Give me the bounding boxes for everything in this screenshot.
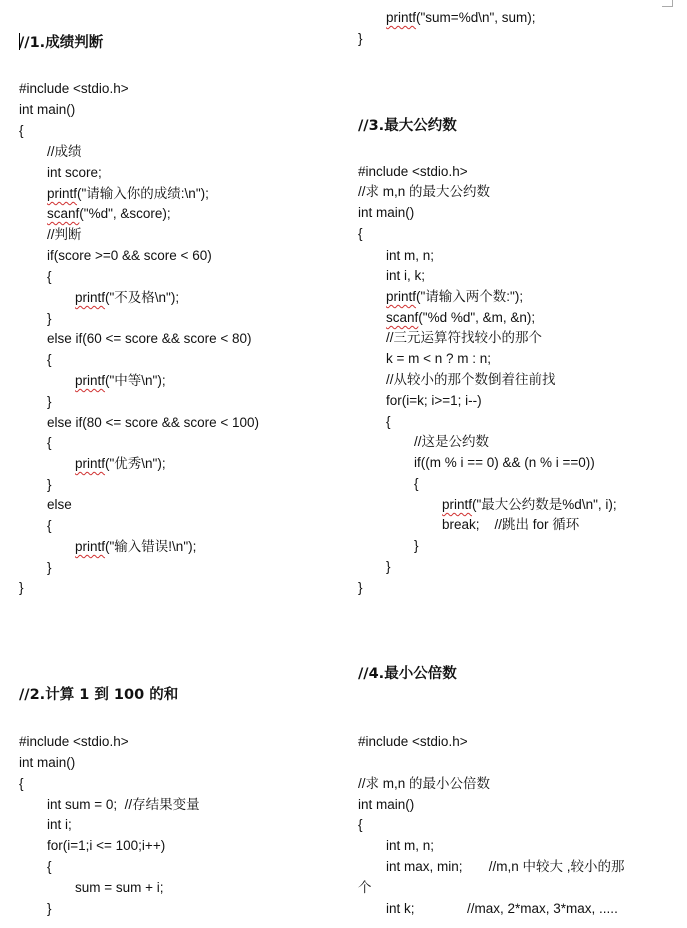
- code-line: int m, n;: [386, 838, 435, 853]
- code-line: {: [386, 414, 391, 429]
- code-line: int max, min; //m,n 中较大 ,较小的那: [386, 859, 625, 874]
- code-line: [442, 496, 617, 514]
- code-line: }: [47, 901, 52, 916]
- code-line: {: [47, 518, 52, 533]
- code-comment: //求 m,n 的最小公倍数: [358, 776, 491, 791]
- margin-corner-mark-vertical: [672, 0, 673, 7]
- code-line: #include <stdio.h>: [19, 81, 129, 96]
- code-line: sum = sum + i;: [75, 880, 164, 895]
- code-fragment: ("最大公约数是%d\n", i);: [472, 497, 617, 512]
- code-line: }: [358, 31, 363, 46]
- code-fragment: ("%d", &score);: [79, 206, 171, 221]
- code-line: [75, 455, 166, 473]
- code-line: {: [414, 476, 419, 491]
- code-line: [75, 372, 166, 390]
- code-line: }: [386, 559, 391, 574]
- code-line: }: [47, 311, 52, 326]
- code-comment: //从较小的那个数倒着往前找: [386, 372, 556, 387]
- code-comment: //三元运算符找较小的那个: [386, 330, 543, 345]
- margin-corner-mark: [662, 6, 672, 7]
- spellcheck-underlined-word: printf: [47, 186, 78, 201]
- code-line: }: [19, 580, 24, 595]
- code-line: for(i=k; i>=1; i--): [386, 393, 482, 408]
- code-line: #include <stdio.h>: [358, 164, 468, 179]
- spellcheck-underlined-word: printf: [442, 497, 473, 512]
- code-line: [386, 9, 536, 27]
- code-fragment: ("%d %d", &m, &n);: [418, 310, 536, 325]
- code-line: else: [47, 497, 72, 512]
- code-line: [47, 205, 171, 223]
- spellcheck-underlined-word: scanf: [47, 206, 80, 221]
- code-fragment: ("请输入两个数:");: [416, 289, 524, 304]
- spellcheck-underlined-word: printf: [75, 456, 106, 471]
- code-line: [386, 309, 535, 327]
- code-fragment: ("请输入你的成绩:\n");: [77, 186, 209, 201]
- code-fragment: ("优秀\n");: [105, 456, 166, 471]
- code-line: int main(): [19, 755, 76, 770]
- code-line: else if(80 <= score && score < 100): [47, 415, 259, 430]
- code-line: int i, k;: [386, 268, 426, 283]
- code-line: #include <stdio.h>: [19, 734, 129, 749]
- code-comment: //这是公约数: [414, 434, 490, 449]
- code-line: int i;: [47, 817, 72, 832]
- code-line: int main(): [358, 205, 415, 220]
- code-line: [386, 288, 523, 306]
- code-fragment: ("中等\n");: [105, 373, 166, 388]
- code-comment: //求 m,n 的最大公约数: [358, 184, 491, 199]
- code-line: int score;: [47, 165, 102, 180]
- section-3-heading: //3.最大公约数: [358, 118, 457, 134]
- spellcheck-underlined-word: printf: [75, 539, 106, 554]
- code-line: }: [47, 560, 52, 575]
- code-line: else if(60 <= score && score < 80): [47, 331, 252, 346]
- section-2-heading: //2.计算 1 到 100 的和: [19, 687, 179, 703]
- code-line: {: [47, 352, 52, 367]
- code-line: k = m < n ? m : n;: [386, 351, 492, 366]
- code-line: }: [414, 538, 419, 553]
- code-line: [75, 289, 179, 307]
- code-line: }: [47, 477, 52, 492]
- code-line-wrap: 个: [358, 880, 372, 895]
- code-line: #include <stdio.h>: [358, 734, 468, 749]
- spellcheck-underlined-word: printf: [75, 373, 106, 388]
- code-line: }: [47, 394, 52, 409]
- code-line: }: [358, 580, 363, 595]
- code-line: int k; //max, 2*max, 3*max, .....: [386, 901, 618, 916]
- code-line: {: [358, 226, 363, 241]
- spellcheck-underlined-word: scanf: [386, 310, 419, 325]
- code-fragment: ("sum=%d\n", sum);: [416, 10, 536, 25]
- code-line: {: [19, 776, 24, 791]
- section-1-heading: //1.成绩判断: [19, 35, 104, 51]
- code-line: {: [47, 859, 52, 874]
- code-line: int sum = 0; //存结果变量: [47, 797, 200, 812]
- code-line: int main(): [358, 797, 415, 812]
- code-line: for(i=1;i <= 100;i++): [47, 838, 166, 853]
- code-line: [47, 185, 209, 203]
- code-fragment: ("输入错误!\n");: [105, 539, 197, 554]
- code-line: {: [47, 435, 52, 450]
- code-fragment: ("不及格\n");: [105, 290, 180, 305]
- code-comment: //成绩: [47, 144, 82, 159]
- code-line: {: [47, 269, 52, 284]
- code-line: break; //跳出 for 循环: [442, 517, 580, 532]
- code-line: if((m % i == 0) && (n % i ==0)): [414, 455, 595, 470]
- code-line: int m, n;: [386, 248, 435, 263]
- code-line: [75, 538, 196, 556]
- spellcheck-underlined-word: printf: [386, 289, 417, 304]
- code-line: {: [358, 817, 363, 832]
- code-line: {: [19, 123, 24, 138]
- spellcheck-underlined-word: printf: [386, 10, 417, 25]
- spellcheck-underlined-word: printf: [75, 290, 106, 305]
- code-line: int main(): [19, 102, 76, 117]
- code-comment: //判断: [47, 227, 82, 242]
- code-line: if(score >=0 && score < 60): [47, 248, 212, 263]
- section-4-heading: //4.最小公倍数: [358, 666, 457, 682]
